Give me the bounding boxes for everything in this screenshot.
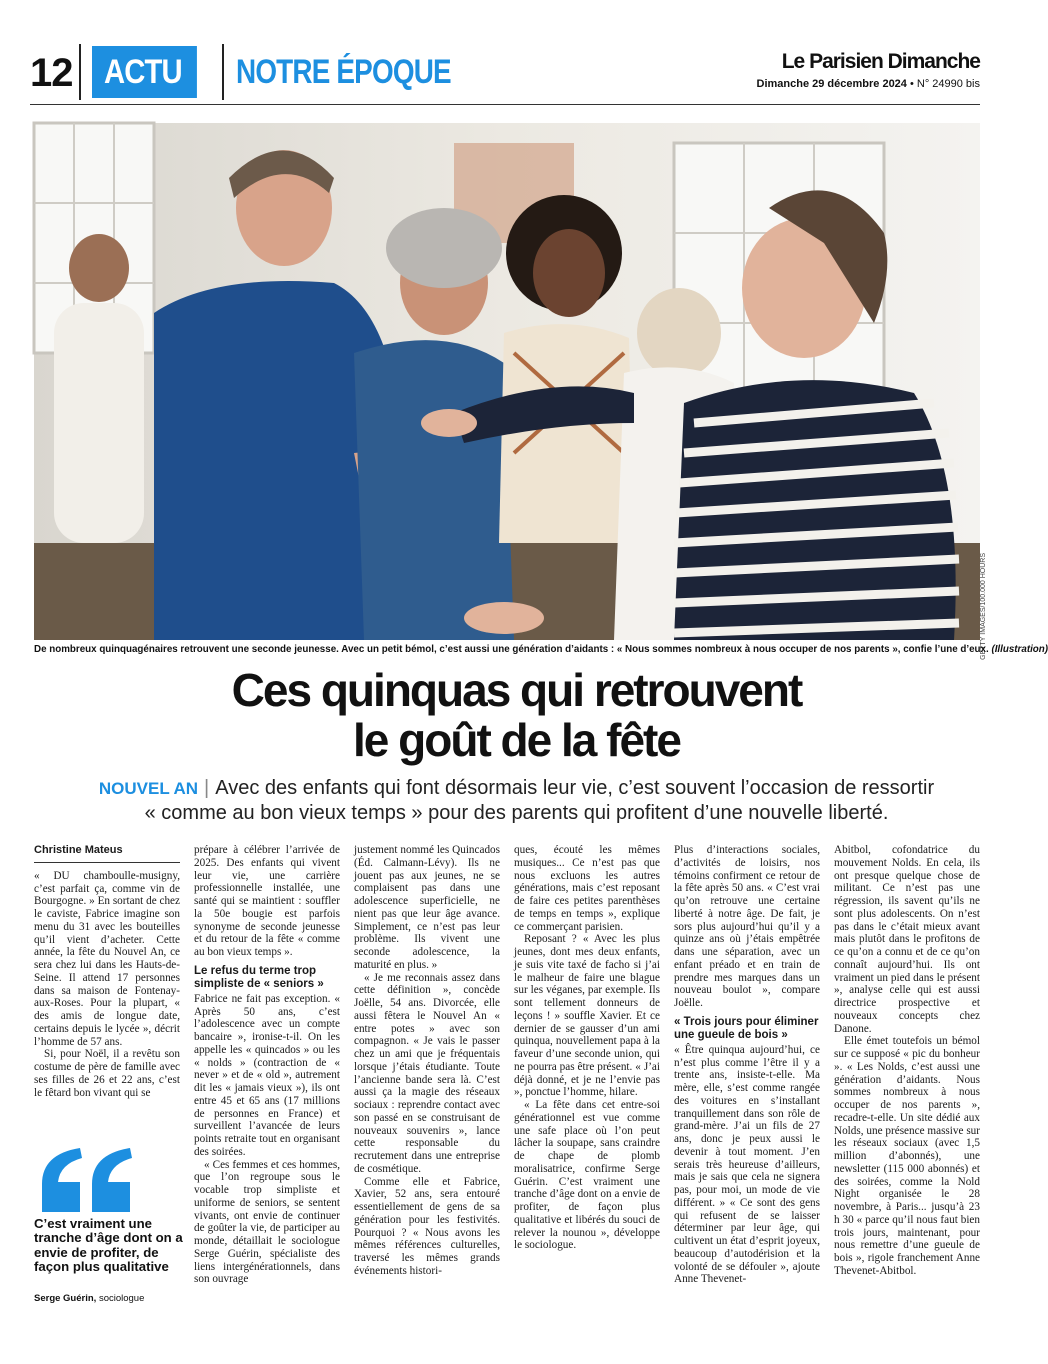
rubric-label[interactable]: NOTRE ÉPOQUE xyxy=(236,53,451,91)
paragraph: « DU chamboulle-musigny, c’est parfait ça, comme vin de Bourgogne. » En sortant de chez le caviste, Fabrice imagine son menu du 31 avec les bouteilles qu’il vient d’acheter. Cette année, la fête du Nouvel An, ce sera chez lui dans les Hauts-de-Seine. Il attend 17 personnes dans sa maison de Fontenay-aux-Roses. Pour la plupart, « des amis de longue date, certains depuis le lycée », décrit l’homme de 57 ans. xyxy=(34,869,180,1048)
article-column-2 xyxy=(194,844,340,1286)
paragraph: Fabrice ne fait pas exception. « Après 50 ans, c’est l’adolescence avec un compte bancaire », ironise-t-il. On les appelle les « quincados » ou les « nolds » (contraction de « never » et de « old », autrement dit les « jamais vieux »), ils ont entre 45 et 65 ans (17 millions de personnes en France) et surveillent l’avancée de leurs points retraite tout en organisant des soirées. xyxy=(194,992,340,1158)
article-column-4 xyxy=(514,844,660,1252)
article-column-5 xyxy=(674,844,820,1286)
paragraph: Abitbol, cofondatrice du mouvement Nolds. En cela, ils ont presque quelque chose de militant. Ce n’est pas une régression, ils savent qu’ils ne sont plus adolescents. On n’est pas dans le c’était mieux avant mais plutôt dans le profitons de ce qu’on a connu et de ce qu’on connaît aujourd’hui. Ils ont vraiment un pied dans le présent », analyse celle qui est aussi directrice prospective et nouveaux concepts chez Danone. xyxy=(834,844,980,1035)
newspaper-logo[interactable]: Le Parisien Dimanche xyxy=(781,50,980,73)
paragraph: Elle émet toutefois un bémol sur ce supposé « pic du bonheur ». « Les Nolds, c’est aussi une génération d’aidants. Nous sommes nombreux à nous occuper de nos parents », recadre-t-elle. Un site dédié aux Nolds, une présence massive sur les réseaux sociaux (avec 1,5 million d’abonnés), une newsletter (115 000 abonnés) et des soirées, comme la Nold Night organisée le 28 novembre, à Paris... jusqu’à 23 h 30 « parce qu’il nous faut bien trois jours, maintenant, pour nous remettre d’une gueule de bois », rigole franchement Anne Thevenet-Abitbol. xyxy=(834,1035,980,1277)
paragraph: « Ces femmes et ces hommes, que l’on regroupe sous le vocable trop simpliste et uniforme de seniors, se sentent vivants, ont envie de continuer de goûter la vie, de participer au monde, détaillait le sociologue Serge Guérin, spécialiste des liens intergénérationnels, dans son ouvrage xyxy=(194,1158,340,1286)
kicker: NOUVEL AN xyxy=(98,779,199,798)
standfirst-line-1 xyxy=(30,775,1003,802)
paragraph: « Être quinqua aujourd’hui, ce n’est plus comme l’être il y a trente ans, insiste-t-elle. Ma mère, elle, s’est comme rangée des voitures en s’installant tranquillement dans son rôle de grand-mère. J’ai un fils de 27 ans, donc je peux aussi le devenir à tout moment. J’en serais très heureuse d’ailleurs, mais je sais que cela ne signera pas, pour moi, un mode de vie différent. » « Ce sont des gens qui refusent de se laisser déterminer par leur âge, qui cultivent un état d’esprit joyeux, beaucoup d’autodérision et la volonté de se défouler », ajoute Anne Thevenet- xyxy=(674,1043,820,1286)
pullquote-author xyxy=(34,1293,144,1304)
paragraph: justement nommé les Quincados (Éd. Calmann-Lévy). Ils ne jouent pas aux jeunes, ne se complaisent pas dans une adolescence superficielle, ne nient pas que leur âge avance. Simplement, ce n’est pas leur problème. Ils vivent une seconde adolescence, la maturité en plus. » xyxy=(354,844,500,971)
subheading: Le refus du terme trop simpliste de « seniors » xyxy=(194,964,324,990)
photo-credit: GETTY IMAGES/100.000 HOURS xyxy=(980,553,987,660)
paragraph: « Je me reconnais assez dans cette définition », concède Joëlle, 54 ans. Divorcée, elle aussi fêtera le Nouvel An « entre potes » avec son compagnon. « Je vais le passer chez un ami que je fréquentais lorsque j’étais étudiante. Toute l’ancienne bande sera là. C’est aussi ça la magie des réseaux sociaux : reprendre contact avec son passé en se construisant de nouveaux souvenirs », lance cette responsable du recrutement dans une entreprise de cosmétique. xyxy=(354,971,500,1175)
article-photo[interactable] xyxy=(34,123,980,640)
pullquote-author-name: Serge Guérin, xyxy=(34,1293,97,1304)
paragraph: ques, écouté les mêmes musiques... Ce n’est pas que nous excluons les autres générations, mais c’est reposant de faire ces petites parenthèses de temps en temps », explique ce commerçant parisien. xyxy=(514,844,660,933)
headline-line-1: Ces quinquas qui retrouvent xyxy=(231,664,802,716)
date-text: Dimanche 29 décembre 2024 xyxy=(756,78,907,90)
pullquote-text: C’est vraiment une tranche d’âge dont on a envie de profiter, de façon plus qualitative xyxy=(34,1216,183,1275)
paragraph: « La fête dans cet entre-soi générationnel est vue comme une safe place où l’on peut lâcher la soupape, sans craindre de chape de plomb moralisatrice, confirme Serge Guérin. C’est vraiment une tranche d’âge dont on a envie de profiter, de façon plus qualitative et libérés du souci de relever la nounou », développe le sociologue. xyxy=(514,1099,660,1252)
caption-note: (Illustration) xyxy=(991,644,1048,655)
paragraph: prépare à célébrer l’arrivée de 2025. Des enfants qui vivent leur vie, une carrière professionnelle installée, une santé qui se maintient : souffler la 50e bougie est parfois synonyme de seconde jeunesse et du retour de la fête « comme au bon vieux temps ». xyxy=(194,844,340,958)
article-column-3 xyxy=(354,844,500,1278)
paragraph: Si, pour Noël, il a revêtu son costume de père de famille avec ses filles de 26 et 22 ans, c’est le fêtard bon vivant qui se xyxy=(34,1048,180,1099)
standfirst-line-2: « comme au bon vieux temps » pour des parents qui profitent d’une nouvelle liberté. xyxy=(144,802,889,824)
paragraph: Comme elle et Fabrice, Xavier, 52 ans, sera entouré essentiellement de gens de sa génération pour les festivités. Pourquoi ? « Nous avons les mêmes références culturelles, traversé les mêmes grands événements histori- xyxy=(354,1175,500,1277)
photo-caption xyxy=(34,644,1048,655)
header-rule xyxy=(30,104,980,105)
article-column-6 xyxy=(834,844,980,1278)
section-label[interactable]: ACTU xyxy=(92,46,197,98)
quote-icon xyxy=(34,1148,138,1214)
party-illustration xyxy=(34,123,980,640)
kicker-separator: | xyxy=(204,777,210,799)
article-column-1 xyxy=(34,844,180,1099)
caption-text: De nombreux quinquagénaires retrouvent une seconde jeunesse. Avec un petit bémol, c’est aussi une génération d’aidants : « Nous sommes nombreux à nous occuper de nos parents », confie l’une d’eux. xyxy=(34,644,989,655)
paragraph: Reposant ? « Avec les plus jeunes, dont mes deux enfants, je suis vite taxé de facho si j’ai le malheur de faire une blague sur les véganes, par exemple. Ils sont tellement donneurs de leçons ! » souffle Xavier. Et ce dernier de se gausser d’un ami quinqua, nouvellement papa à la faveur d’une seconde union, qui ne pourra pas être présent. « J’ai déjà donné, et je ne l’envie pas », ponctue l’homme, hilare. xyxy=(514,933,660,1099)
headline-line-2: le goût de la fête xyxy=(353,714,680,766)
header-divider xyxy=(79,44,81,100)
pullquote-author-role: sociologue xyxy=(98,1293,145,1304)
page-number: 12 xyxy=(30,51,73,95)
header-divider xyxy=(222,44,224,100)
paragraph: Plus d’interactions sociales, d’activités de loisirs, nos témoins confirment ce retour de la fête après 50 ans. « C’est vrai qu’on retrouve une certaine liberté à notre âge. De fait, je sors plus aujourd’hui qu’il y a quinze ans où j’étais empêtrée dans une séparation, avec un enfant préado et en train de prendre mes marques dans un nouveau boulot », compare Joëlle. xyxy=(674,844,820,1009)
author-byline[interactable]: Christine Mateus xyxy=(34,844,180,863)
issue-date xyxy=(757,78,981,90)
standfirst-text-1: Avec des enfants qui font désormais leur vie, c’est souvent l’occasion de ressortir xyxy=(215,777,935,799)
subheading: « Trois jours pour éliminer une gueule de bois » xyxy=(674,1015,819,1041)
issue-number: • N° 24990 bis xyxy=(909,78,980,90)
